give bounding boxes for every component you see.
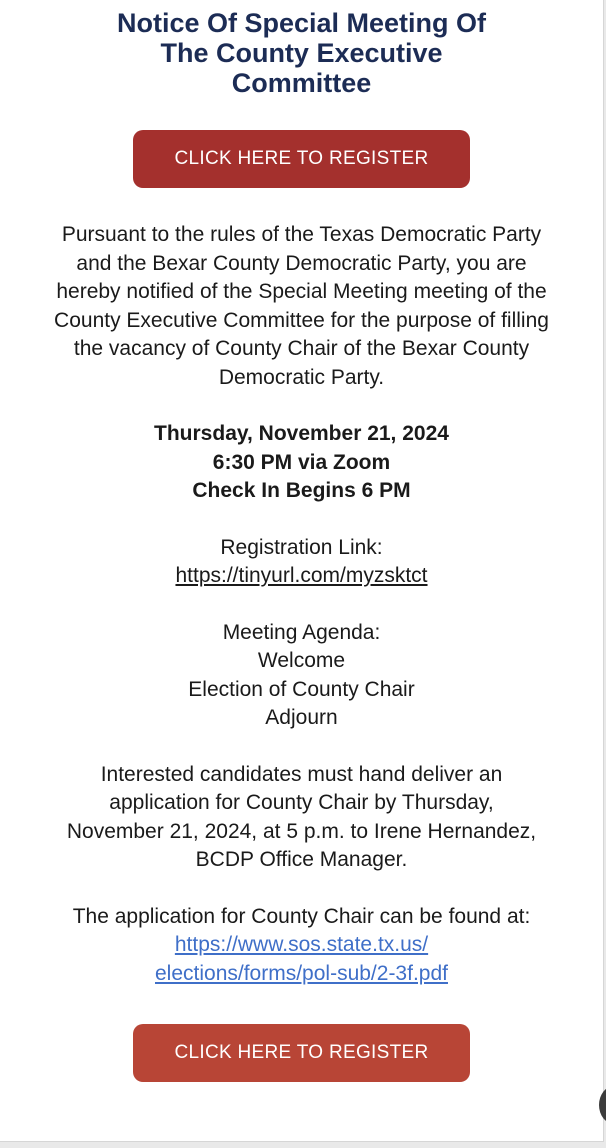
application-text: The application for County Chair can be found at:	[72, 904, 531, 928]
registration-section	[0, 534, 603, 591]
agenda-item: Election of County Chair	[188, 677, 415, 701]
page-title: Notice Of Special Meeting Of The County Executive Committee	[116, 8, 487, 98]
registration-label: Registration Link:	[220, 535, 383, 559]
application-link[interactable]	[62, 931, 542, 988]
meeting-schedule	[0, 420, 603, 506]
intro-paragraph: Pursuant to the rules of the Texas Democratic Party and the Bexar County Democratic Party, you are hereby notified of the Special Meeting meeting of the County Executive Committee for the purpose of filling the vacancy of County Chair of the Bexar County Democratic Party.	[54, 223, 549, 389]
agenda-heading: Meeting Agenda:	[222, 620, 381, 644]
check-in-time: Check In Begins 6 PM	[192, 479, 411, 502]
agenda-section	[0, 619, 603, 733]
register-button-bottom[interactable]: CLICK HERE TO REGISTER	[133, 1024, 470, 1082]
candidates-paragraph: Interested candidates must hand deliver an application for County Chair by Thursday, November 21, 2024, at 5 p.m. to Irene Hernandez, BCDP Office Manager.	[66, 762, 537, 871]
agenda-item: Adjourn	[265, 706, 338, 729]
application-link-line-2: elections/forms/pol-sub/2-3f.pdf	[155, 961, 448, 985]
agenda-item: Welcome	[257, 649, 346, 672]
register-button-top[interactable]: CLICK HERE TO REGISTER	[133, 130, 470, 188]
meeting-date: Thursday, November 21, 2024	[154, 422, 449, 445]
registration-link[interactable]: https://tinyurl.com/myzsktct	[175, 564, 428, 587]
application-section	[62, 903, 542, 989]
meeting-time: 6:30 PM via Zoom	[212, 450, 391, 474]
application-link-line-1: https://www.sos.state.tx.us/	[174, 933, 429, 956]
